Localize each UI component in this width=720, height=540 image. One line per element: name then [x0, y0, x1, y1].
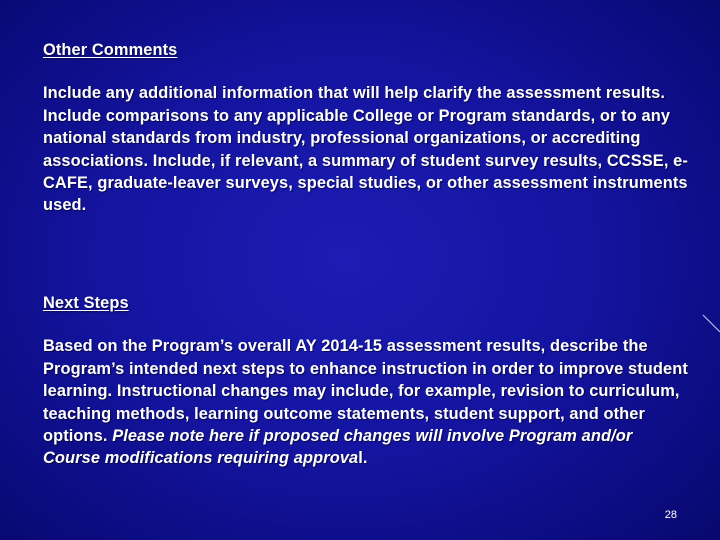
next-steps-section [43, 292, 693, 470]
other-comments-section [43, 39, 693, 217]
next-steps-body-end: l. [358, 449, 368, 468]
page-number: 28 [664, 509, 677, 521]
next-steps-body [43, 335, 693, 469]
other-comments-heading: Other Comments [43, 41, 178, 59]
next-steps-body-text: Based on the Program’s overall AY 2014-15 assessment results, describe the Program’s intended next steps to enhance instruction in order to improve student learning. Instructional changes may include, for example, revision to curriculum, teaching methods, learning outcome statements, student support, and other options. [43, 337, 688, 446]
other-comments-body: Include any additional information that will help clarify the assessment results. Include comparisons to any applicable College or Program standards, or to any national standards from industry, professional organizations, or accrediting associations. Include, if relevant, a summary of student survey results, CCSSE, e-CAFE, graduate-leaver surveys, special studies, or other assessment instruments used. [43, 84, 688, 215]
next-steps-heading: Next Steps [43, 294, 129, 312]
next-steps-italic-note: Please note here if proposed changes will involve Program and/or Course modifications requiring approva [43, 427, 633, 468]
